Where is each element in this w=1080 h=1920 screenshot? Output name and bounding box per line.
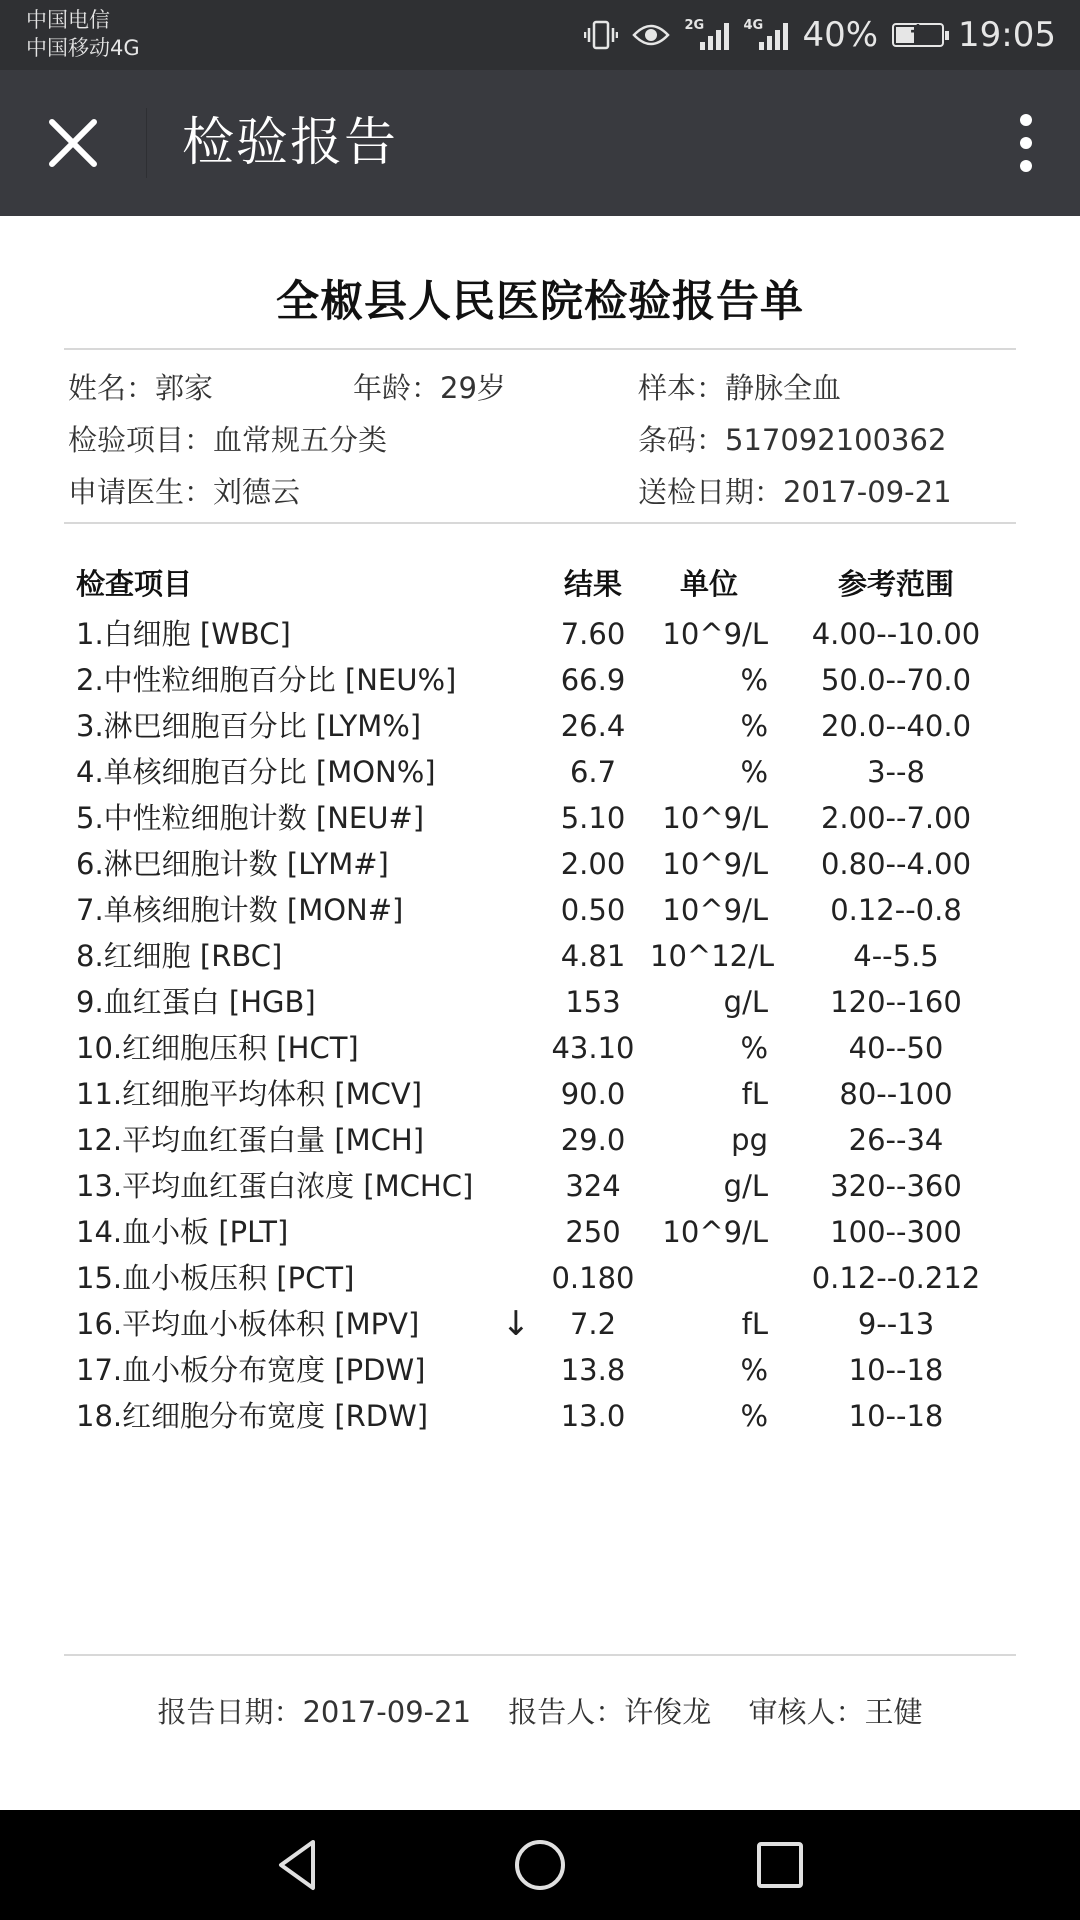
network-type-2: 4G bbox=[743, 18, 764, 33]
report-date: 报告日期：2017-09-21 bbox=[157, 1695, 472, 1729]
row-result: 43.10 bbox=[551, 1031, 635, 1065]
row-result: 13.8 bbox=[560, 1353, 626, 1387]
row-range: 9--13 bbox=[857, 1307, 935, 1341]
divider-bottom bbox=[64, 1654, 1016, 1656]
nav-home-button[interactable] bbox=[505, 1830, 575, 1900]
row-range: 50.0--70.0 bbox=[820, 663, 972, 697]
row-item: 4.单核细胞百分比 [MON%] bbox=[76, 755, 436, 789]
row-item: 1.白细胞 [WBC] bbox=[76, 617, 291, 651]
battery-percent: 40% bbox=[802, 15, 879, 55]
status-bar bbox=[0, 0, 1080, 70]
row-result: 4.81 bbox=[560, 939, 626, 973]
row-unit: % bbox=[740, 663, 768, 697]
row-range: 40--50 bbox=[848, 1031, 944, 1065]
row-unit: 10^9/L bbox=[662, 847, 768, 881]
status-icons bbox=[584, 0, 1056, 70]
row-range: 0.80--4.00 bbox=[820, 847, 972, 881]
row-item: 9.血红蛋白 [HGB] bbox=[76, 985, 316, 1019]
page-title: 检验报告 bbox=[182, 113, 399, 173]
close-icon bbox=[30, 100, 116, 186]
send-date: 送检日期：2017-09-21 bbox=[638, 475, 952, 509]
divider-top bbox=[64, 348, 1016, 350]
carrier-2: 中国移动4G bbox=[26, 36, 140, 60]
divider-info bbox=[64, 522, 1016, 524]
row-result: 29.0 bbox=[560, 1123, 626, 1157]
close-button[interactable] bbox=[30, 100, 116, 186]
row-unit: % bbox=[740, 755, 768, 789]
row-item: 18.红细胞分布宽度 [RDW] bbox=[76, 1399, 429, 1433]
row-unit: 10^9/L bbox=[662, 1215, 768, 1249]
row-unit: g/L bbox=[723, 985, 768, 1019]
clock: 19:05 bbox=[958, 15, 1056, 55]
row-result: 90.0 bbox=[560, 1077, 626, 1111]
row-item: 13.平均血红蛋白浓度 [MCHC] bbox=[76, 1169, 474, 1203]
row-range: 320--360 bbox=[830, 1169, 962, 1203]
row-unit: fL bbox=[741, 1307, 768, 1341]
row-item: 16.平均血小板体积 [MPV] bbox=[76, 1307, 420, 1341]
row-item: 11.红细胞平均体积 [MCV] bbox=[76, 1077, 423, 1111]
row-unit: % bbox=[740, 1353, 768, 1387]
row-result: 2.00 bbox=[560, 847, 626, 881]
patient-name: 姓名：郭家 bbox=[68, 371, 214, 405]
row-item: 8.红细胞 [RBC] bbox=[76, 939, 283, 973]
row-range: 80--100 bbox=[839, 1077, 953, 1111]
row-item: 17.血小板分布宽度 [PDW] bbox=[76, 1353, 426, 1387]
app-bar bbox=[0, 70, 1080, 216]
row-item: 6.淋巴细胞计数 [LYM#] bbox=[76, 847, 389, 881]
network-type-1: 2G bbox=[684, 18, 705, 33]
row-item: 12.平均血红蛋白量 [MCH] bbox=[76, 1123, 425, 1157]
row-range: 20.0--40.0 bbox=[820, 709, 972, 743]
row-result: 7.60 bbox=[560, 617, 626, 651]
row-range: 10--18 bbox=[848, 1353, 944, 1387]
row-result: 324 bbox=[565, 1169, 621, 1203]
eye-comfort-icon bbox=[632, 20, 670, 50]
row-unit: g/L bbox=[723, 1169, 768, 1203]
signal-icon-2 bbox=[743, 20, 788, 50]
row-unit: 10^9/L bbox=[662, 893, 768, 927]
row-item: 3.淋巴细胞百分比 [LYM%] bbox=[76, 709, 422, 743]
row-range: 120--160 bbox=[830, 985, 962, 1019]
nav-recents-icon bbox=[745, 1830, 815, 1900]
row-item: 5.中性粒细胞计数 [NEU#] bbox=[76, 801, 425, 835]
row-result: 7.2 bbox=[569, 1307, 617, 1341]
row-result: 13.0 bbox=[560, 1399, 626, 1433]
row-range: 4--5.5 bbox=[853, 939, 939, 973]
row-result: 5.10 bbox=[560, 801, 626, 835]
row-result: 0.180 bbox=[551, 1261, 635, 1295]
barcode: 条码：517092100362 bbox=[638, 423, 947, 457]
requesting-doctor: 申请医生：刘德云 bbox=[68, 475, 301, 509]
row-unit: % bbox=[740, 709, 768, 743]
navigation-bar bbox=[0, 1810, 1080, 1920]
row-item: 2.中性粒细胞百分比 [NEU%] bbox=[76, 663, 457, 697]
row-unit: 10^9/L bbox=[662, 617, 768, 651]
row-range: 100--300 bbox=[830, 1215, 962, 1249]
header-result: 结果 bbox=[563, 567, 622, 601]
row-item: 10.红细胞压积 [HCT] bbox=[76, 1031, 359, 1065]
row-item: 7.单核细胞计数 [MON#] bbox=[76, 893, 404, 927]
row-result: 153 bbox=[565, 985, 621, 1019]
row-result: 6.7 bbox=[569, 755, 617, 789]
table-header bbox=[0, 556, 1080, 612]
table-row bbox=[0, 1388, 1080, 1444]
reporter: 报告人：许俊龙 bbox=[508, 1695, 712, 1729]
row-result: 26.4 bbox=[560, 709, 626, 743]
row-range: 4.00--10.00 bbox=[811, 617, 981, 651]
reviewer: 审核人：王健 bbox=[748, 1695, 923, 1729]
signal-icon-1 bbox=[684, 20, 729, 50]
row-range: 10--18 bbox=[848, 1399, 944, 1433]
app-bar-divider bbox=[146, 108, 147, 178]
row-result: 250 bbox=[565, 1215, 621, 1249]
row-unit: 10^9/L bbox=[662, 801, 768, 835]
report-footer bbox=[0, 1690, 1080, 1731]
row-range: 26--34 bbox=[848, 1123, 944, 1157]
nav-home-icon bbox=[505, 1830, 575, 1900]
row-unit: 10^12/L bbox=[650, 939, 775, 973]
row-range: 0.12--0.8 bbox=[830, 893, 962, 927]
row-flag: ↓ bbox=[501, 1304, 531, 1344]
row-unit: fL bbox=[741, 1077, 768, 1111]
battery-icon: + bbox=[892, 23, 944, 47]
sample-type: 样本：静脉全血 bbox=[638, 371, 842, 405]
row-item: 15.血小板压积 [PCT] bbox=[76, 1261, 355, 1295]
more-vertical-icon bbox=[996, 100, 1056, 186]
row-unit: % bbox=[740, 1399, 768, 1433]
carrier-info bbox=[26, 6, 140, 62]
test-item: 检验项目：血常规五分类 bbox=[68, 423, 388, 457]
nav-back-icon bbox=[265, 1830, 335, 1900]
header-range: 参考范围 bbox=[837, 567, 954, 601]
vibrate-icon bbox=[584, 18, 618, 52]
nav-back-button[interactable] bbox=[265, 1830, 335, 1900]
row-range: 2.00--7.00 bbox=[820, 801, 972, 835]
row-result: 0.50 bbox=[560, 893, 626, 927]
header-item: 检查项目 bbox=[76, 567, 193, 601]
report-sheet bbox=[0, 216, 1080, 1810]
row-unit: pg bbox=[731, 1123, 768, 1157]
carrier-1: 中国电信 bbox=[26, 8, 110, 32]
header-unit: 单位 bbox=[679, 567, 738, 601]
more-button[interactable] bbox=[996, 100, 1056, 186]
report-title: 全椒县人民医院检验报告单 bbox=[276, 277, 804, 327]
row-range: 0.12--0.212 bbox=[811, 1261, 981, 1295]
patient-age: 年龄：29岁 bbox=[353, 371, 506, 405]
row-item: 14.血小板 [PLT] bbox=[76, 1215, 289, 1249]
row-range: 3--8 bbox=[867, 755, 925, 789]
row-result: 66.9 bbox=[560, 663, 626, 697]
nav-recents-button[interactable] bbox=[745, 1830, 815, 1900]
row-unit: % bbox=[740, 1031, 768, 1065]
